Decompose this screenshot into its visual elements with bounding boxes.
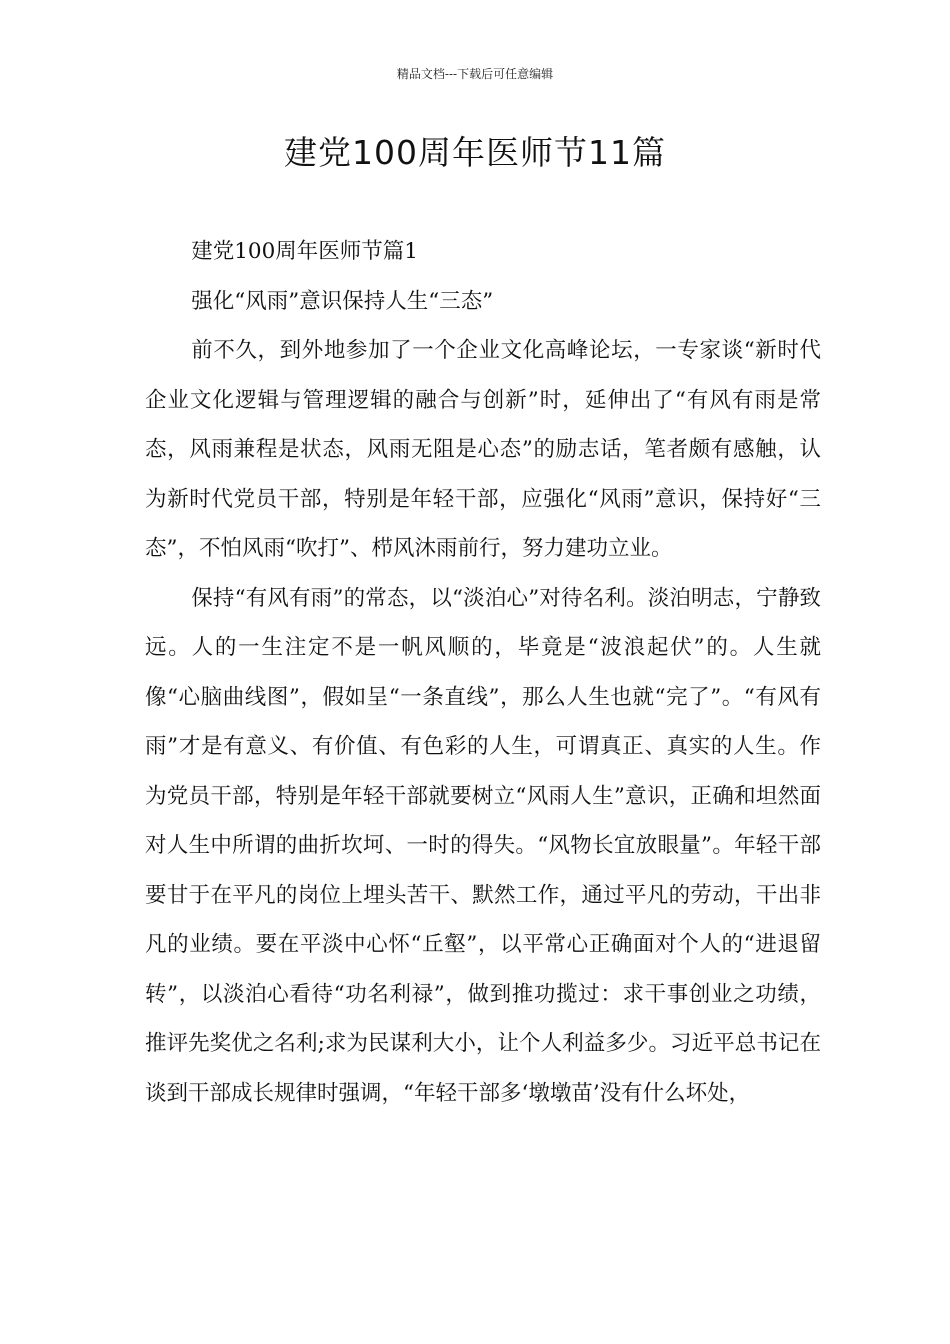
document-title: 建党100周年医师节11篇 xyxy=(284,133,666,172)
body-paragraph: 保持“有风有雨”的常态，以“淡泊心”对待名利。淡泊明志，宁静致远。人的一生注定不是一帆风顺的，毕竟是“波浪起伏”的。人生就像“心脑曲线图”，假如呈“一条直线”，那么人生也就“完了”。“有风有雨”才是有意义、有价值、有色彩的人生，可谓真正、真实的人生。作为党员干部，特别是年轻干部就要树立“风雨人生”意识，正确和坦然面对人生中所谓的曲折坎坷、一时的得失。“风物长宜放眼量”。年轻干部要甘于在平凡的岗位上埋头苦干、默然工作，通过平凡的劳动，干出非凡的业绩。要在平淡中心怀“丘壑”，以平常心正确面对个人的“进退留转”，以淡泊心看待“功名利禄”，做到推功揽过：求干事创业之功绩，推评先奖优之名利;求为民谋利大小，让个人利益多少。习近平总书记在谈到干部成长规律时强调，“年轻干部多‘墩墩苗’没有什么坏处， xyxy=(145,585,821,1106)
body-paragraph: 前不久，到外地参加了一个企业文化高峰论坛，一专家谈“新时代企业文化逻辑与管理逻辑的融合与创新”时，延伸出了“有风有雨是常态，风雨兼程是状态，风雨无阻是心态”的励志话，笔者颇有感触，认为新时代党员干部，特别是年轻干部，应强化“风雨”意识，保持好“三态”，不怕风雨“吹打”、栉风沐雨前行，努力建功立业。 xyxy=(145,338,821,561)
article-heading: 强化“风雨”意识保持人生“三态” xyxy=(191,288,494,314)
page-header: 精品文档---下载后可任意编辑 xyxy=(396,67,554,81)
section-heading: 建党100周年医师节篇1 xyxy=(191,239,418,264)
document-body xyxy=(145,227,821,1118)
